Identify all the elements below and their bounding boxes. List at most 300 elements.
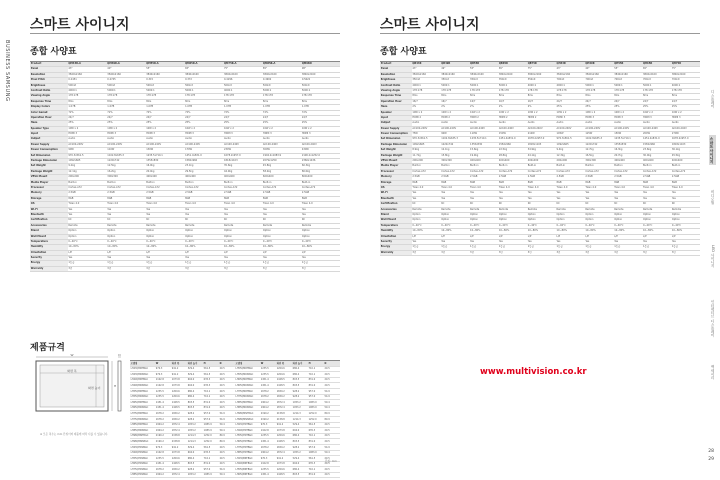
table-cell: 400x400 — [671, 159, 700, 164]
table-cell: 10W x 2 — [642, 110, 671, 115]
table-cell: 1등급 — [613, 245, 642, 250]
table-cell: 1428.5 — [171, 400, 187, 406]
table-cell: Yes — [440, 239, 469, 244]
table-cell: 2% — [527, 105, 556, 110]
table-cell: 3년 — [613, 250, 642, 255]
table-cell: Yes — [412, 196, 441, 201]
table-cell: AC100-240V — [642, 126, 671, 131]
table-cell: KC — [145, 218, 184, 223]
table-cell: 24/7 — [68, 115, 107, 120]
table-cell: 29.5 — [219, 461, 235, 467]
table-cell: Remote — [498, 207, 527, 212]
table-cell: 2% — [469, 105, 498, 110]
table-cell: 1083.9 — [308, 450, 324, 456]
table-cell: Yes — [642, 239, 671, 244]
table-cell: Option — [556, 212, 585, 217]
table-cell: 1073.8 — [171, 383, 187, 389]
nav-item[interactable] — [711, 365, 716, 379]
table-cell: 72% — [107, 110, 146, 115]
table-cell: Option — [68, 229, 107, 234]
table-cell: LH43QHRTBGC — [235, 422, 260, 428]
table-cell: AC100-240V — [184, 142, 223, 147]
table-cell: 529.4 — [292, 422, 308, 428]
page-number-right: 29 — [708, 457, 714, 462]
table-cell: 970.3 — [260, 422, 276, 428]
table-cell: 3년 — [498, 250, 527, 255]
table-cell: 8GB — [184, 196, 223, 201]
table-cell: KC — [440, 202, 469, 207]
table-cell: 178:178 — [301, 94, 340, 99]
table-cell: 0.5622 — [301, 78, 340, 83]
table-cell: 300x300 — [585, 159, 614, 164]
table-cell: Remote — [145, 223, 184, 228]
table-cell: 24/7 — [671, 99, 700, 104]
nav-item[interactable] — [711, 300, 716, 337]
table-cell: 55" — [613, 67, 642, 72]
table-cell: 2.5GB — [262, 191, 301, 196]
table-cell: Built-in — [613, 164, 642, 169]
table-cell: LH98QMNSBGC — [130, 439, 155, 445]
table-cell: 화면 폭 — [276, 361, 292, 367]
nav-item[interactable] — [711, 90, 716, 108]
table-cell: LH43QHRSBGC — [130, 444, 155, 450]
table-cell: AC100-240V — [145, 142, 184, 147]
table-cell: 2% — [412, 105, 441, 110]
row-label: Wi-Fi — [380, 191, 412, 196]
table-cell: 2.5GB — [556, 175, 585, 180]
table-cell: 1678.2x957.0 — [223, 153, 262, 158]
table-cell: LH75QMRTBGC — [235, 388, 260, 394]
table-cell: Cortex-A72 — [440, 169, 469, 174]
table-cell: AC100-240V — [498, 126, 527, 131]
table-cell: Yes — [527, 196, 556, 201]
table-cell: 970.3 — [155, 366, 171, 372]
table-cell: 1등급 — [184, 261, 223, 266]
table-cell: 29.5 — [219, 405, 235, 411]
table-cell: 45.8kg — [262, 164, 301, 169]
table-cell: 2190.2x1252.0 — [301, 153, 340, 158]
row-label: Energy — [30, 261, 68, 266]
table-cell: 55" — [145, 67, 184, 72]
table-cell: 89.9 — [219, 439, 235, 445]
row-label: Power Supply — [30, 142, 68, 147]
table-cell: 10~80% — [223, 245, 262, 250]
table-cell: LH75QHRTBGC — [235, 444, 260, 450]
table-cell: LH98QMNSBGC — [235, 416, 260, 422]
table-cell: 25% — [68, 121, 107, 126]
table-cell: 1235.5 — [260, 372, 276, 378]
table-cell: Remote — [440, 207, 469, 212]
table-cell: LH75QMRSBGC — [235, 394, 260, 400]
table-cell: 49" — [585, 67, 614, 72]
table-cell: 1904.2 — [260, 450, 276, 456]
table-cell: 500nit — [107, 83, 146, 88]
table-cell: 44.9kg — [223, 169, 262, 174]
table-cell: Yes — [440, 191, 469, 196]
table-cell: 34.9kg — [527, 148, 556, 153]
table-cell: 2190.2 — [155, 433, 171, 439]
table-cell: 3840x2160 — [184, 72, 223, 77]
row-label: Humidity — [30, 245, 68, 250]
nav-item[interactable] — [709, 135, 716, 165]
table-cell: 8GB — [671, 180, 700, 185]
table-cell: Yes — [498, 191, 527, 196]
table-cell: Built-in — [469, 164, 498, 169]
table-cell: 635.3 — [203, 377, 219, 383]
nav-item-label: LED 사이니지 — [711, 245, 715, 268]
row-label: Package Dimension — [30, 159, 68, 164]
table-cell: 1등급 — [440, 245, 469, 250]
table-cell: 3840x2160 — [671, 72, 700, 77]
table-cell: L/P — [585, 234, 614, 239]
table-cell: HDMI 3 — [68, 132, 107, 137]
table-cell: W — [155, 361, 171, 367]
table-cell: Remote — [642, 207, 671, 212]
table-cell: HDMI 2 — [440, 115, 469, 120]
dims-title: 제품규격 — [30, 343, 65, 353]
row-label: Power Consumption — [30, 148, 68, 153]
table-cell: 10~80% — [107, 245, 146, 250]
table-cell: 1678.2 — [155, 416, 171, 422]
table-cell: 1214.3 — [292, 411, 308, 417]
table-cell: 5000:1 — [107, 88, 146, 93]
row-label: Pixel Pitch — [30, 78, 68, 83]
table-cell: 10~80% — [498, 229, 527, 234]
table-cell: 0~40℃ — [184, 239, 223, 244]
row-label: Media Player — [380, 164, 412, 169]
table-cell: Built-in — [671, 164, 700, 169]
table-cell: 803.5 — [292, 383, 308, 389]
table-cell: Yes — [556, 239, 585, 244]
table-cell: Audio — [498, 121, 527, 126]
table-cell: 1678.2 — [260, 444, 276, 450]
row-label: Input — [30, 132, 68, 137]
table-cell: 400x400 — [613, 159, 642, 164]
table-cell: AC100-240V — [440, 126, 469, 131]
table-cell: 2158.8 — [171, 433, 187, 439]
table-cell: 1252.0 — [308, 416, 324, 422]
table-cell: 1102.8 — [155, 377, 171, 383]
row-label: Speaker Type — [30, 126, 68, 131]
table-cell: Built-in — [498, 164, 527, 169]
table-cell: 8GB — [68, 196, 107, 201]
table-cell: 1083.9 — [203, 422, 219, 428]
table-cell: Yes — [527, 239, 556, 244]
table-cell: Yes — [556, 196, 585, 201]
table-cell: 970.3 — [155, 372, 171, 378]
table-cell: QM55R-A — [145, 62, 184, 67]
table-cell: 5000:1 — [184, 88, 223, 93]
table-cell: 400x400 — [469, 159, 498, 164]
table-cell: 0.372 — [184, 78, 223, 83]
table-cell: 10W x 2 — [556, 110, 585, 115]
row-label: Brightness — [30, 83, 68, 88]
table-cell: 29.5 — [324, 372, 340, 378]
table-cell: 29.5 — [219, 372, 235, 378]
table-cell: 54.9 — [219, 467, 235, 473]
table-cell: 178:178 — [107, 94, 146, 99]
table-cell: 1451.4x831.0 — [642, 137, 671, 142]
table-cell: 1102.8x635.3 — [107, 153, 146, 158]
table-cell: 10~80% — [556, 229, 585, 234]
table-cell: 1451.4 — [155, 400, 171, 406]
row-label: Memory — [380, 175, 412, 180]
table-cell: 1451.4 — [155, 405, 171, 411]
nav-item[interactable] — [711, 190, 716, 204]
table-cell: 2158.8 — [171, 439, 187, 445]
table-cell: 970.3x561.5 — [68, 153, 107, 158]
table-cell: Tizen 4.0 — [469, 185, 498, 190]
table-cell: 8ms — [585, 94, 614, 99]
table-cell: 72% — [184, 110, 223, 115]
table-cell: 8ms — [556, 94, 585, 99]
table-cell: 1872.4 — [276, 450, 292, 456]
table-cell: 12.5kg — [107, 164, 146, 169]
table-cell: 500nit — [223, 83, 262, 88]
table-cell: 4000:1 — [671, 83, 700, 88]
table-cell: D — [324, 361, 340, 367]
table-cell: Audio — [469, 121, 498, 126]
table-cell: 29.5 — [324, 428, 340, 434]
table-cell: 178:178 — [613, 88, 642, 93]
table-cell: Cortex-A72 — [527, 169, 556, 174]
table-cell: 831.0 — [308, 472, 324, 478]
table-cell: Remote — [412, 207, 441, 212]
table-cell: 1235.5x710.1 — [613, 137, 642, 142]
table-cell: 0~40℃ — [440, 223, 469, 228]
section-title: 종합 사양표 — [30, 47, 77, 57]
table-cell: 529.4 — [187, 372, 203, 378]
table-cell: 2% — [440, 105, 469, 110]
table-cell: HDMI 3 — [262, 132, 301, 137]
table-cell: 0~40℃ — [556, 223, 585, 228]
table-cell: LH49QMRSBGC — [130, 383, 155, 389]
table-cell: LH98QMNTBGC — [235, 411, 260, 417]
table-cell: Option — [262, 234, 301, 239]
table-cell: 22.5kg — [498, 148, 527, 153]
table-cell: 178:178 — [642, 88, 671, 93]
table-cell: Yes — [68, 256, 107, 261]
row-label: Bluetooth — [30, 212, 68, 217]
table-cell: 8ms — [613, 94, 642, 99]
table-cell: QM49R-A — [107, 62, 146, 67]
table-cell: 3년 — [556, 250, 585, 255]
table-cell: QM98N — [301, 62, 340, 67]
nav-item[interactable] — [711, 245, 716, 268]
table-cell: Audio — [223, 137, 262, 142]
table-cell: 3년 — [184, 266, 223, 271]
table-cell: HDMI 3 — [145, 132, 184, 137]
table-cell: 941.2 — [276, 456, 292, 462]
table-cell: Yes — [469, 191, 498, 196]
table-cell: 3840x2160 — [262, 72, 301, 77]
table-cell: 2.5GB — [671, 175, 700, 180]
table-cell: 680.4 — [292, 372, 308, 378]
table-cell: LH65QMRTBGC — [235, 377, 260, 383]
table-cell: Audio — [412, 121, 441, 126]
table-cell: 710.1 — [308, 433, 324, 439]
table-cell: 8GB — [498, 180, 527, 185]
table-cell: Built-in — [527, 164, 556, 169]
table-cell: 1872.4 — [276, 405, 292, 411]
spec-table-right — [380, 61, 700, 256]
website-url[interactable]: www.multivision.co.kr — [480, 367, 587, 377]
table-cell: Cortex-A72 — [642, 169, 671, 174]
row-label: Haze — [30, 121, 68, 126]
table-cell: 10W x 2 — [585, 110, 614, 115]
table-cell: 300x300 — [107, 175, 146, 180]
table-cell: 1.07B — [107, 105, 146, 110]
table-cell: 1073.8 — [171, 450, 187, 456]
table-cell: 2.5GB — [412, 175, 441, 180]
table-cell: 1등급 — [556, 245, 585, 250]
table-cell: Tizen 4.0 — [498, 185, 527, 190]
table-cell: 400x400 — [223, 175, 262, 180]
table-cell: Audio — [107, 137, 146, 142]
table-cell: 1355x830 — [145, 159, 184, 164]
table-cell: Yes — [184, 207, 223, 212]
table-cell: D — [219, 361, 235, 367]
table-cell: Built-in — [585, 164, 614, 169]
table-cell: 1904.2 — [155, 422, 171, 428]
table-cell: 928.2 — [292, 388, 308, 394]
table-cell: 2.5GB — [68, 191, 107, 196]
table-cell: 1053.2 — [187, 422, 203, 428]
table-cell: 700nit — [585, 78, 614, 83]
table-cell: Audio — [556, 121, 585, 126]
table-cell: Cortex-A72 — [68, 185, 107, 190]
row-label: Security — [380, 239, 412, 244]
table-cell: 1053.2 — [292, 400, 308, 406]
row-label: Resolution — [30, 72, 68, 77]
table-cell: 970.3 — [155, 444, 171, 450]
table-cell: 8ms — [440, 94, 469, 99]
table-cell: Tizen 4.0 — [145, 202, 184, 207]
table-cell: 1209.6 — [276, 366, 292, 372]
table-cell: Yes — [671, 239, 700, 244]
table-cell: 12.1kg — [68, 169, 107, 174]
table-cell: 2.5GB — [613, 175, 642, 180]
table-cell: 44.1kg — [527, 153, 556, 158]
table-cell: LH43QMRTBGC — [130, 366, 155, 372]
table-cell: Yes — [262, 207, 301, 212]
row-label: Accessories — [380, 207, 412, 212]
table-cell: 604.0 — [292, 428, 308, 434]
table-cell: 831.0 — [203, 461, 219, 467]
table-cell: 1102.8 — [260, 461, 276, 467]
table-cell: 700nit — [671, 78, 700, 83]
table-cell: 16/7 — [412, 99, 441, 104]
table-cell: 1678.2 — [260, 394, 276, 400]
table-cell: 24/7 — [184, 115, 223, 120]
table-cell: 831.0 — [308, 439, 324, 445]
row-label: Package Weight — [30, 169, 68, 174]
table-cell: Yes — [68, 207, 107, 212]
table-cell: 1582x960 — [642, 142, 671, 147]
table-cell: Audio — [642, 121, 671, 126]
table-cell: L/P — [469, 234, 498, 239]
table-cell: Option — [412, 212, 441, 217]
table-cell: 4000:1 — [412, 83, 441, 88]
table-cell: Cortex-A72 — [556, 169, 585, 174]
table-cell: 831.0 — [203, 400, 219, 406]
table-cell: 0~40℃ — [527, 223, 556, 228]
table-cell: 3년 — [107, 266, 146, 271]
table-cell: 635.3 — [203, 450, 219, 456]
table-cell: Option — [585, 212, 614, 217]
table-cell: Yes — [145, 212, 184, 217]
table-cell: HDMI 2 — [498, 115, 527, 120]
table-cell: Tizen 4.0 — [262, 202, 301, 207]
table-cell: Audio — [145, 137, 184, 142]
table-cell: HDMI 3 — [585, 115, 614, 120]
table-cell: Yes — [671, 191, 700, 196]
table-cell: QB43R — [412, 62, 441, 67]
table-cell: 59.4 — [219, 422, 235, 428]
table-cell: 1904.2 — [260, 400, 276, 406]
table-cell: 700nit — [642, 78, 671, 83]
table-cell: 105W — [556, 132, 585, 137]
table-cell: 5000:1 — [145, 88, 184, 93]
table-cell: Built-in — [440, 164, 469, 169]
table-cell: LH85QMRTBGC — [235, 400, 260, 406]
table-cell: 10~80% — [585, 229, 614, 234]
table-cell: L/P — [412, 234, 441, 239]
table-cell: 16/7 — [469, 99, 498, 104]
table-cell: 1220x742 — [107, 159, 146, 164]
table-cell: 0~40℃ — [107, 239, 146, 244]
table-cell: Tizen 4.0 — [613, 185, 642, 190]
side-nav — [708, 60, 716, 420]
title-rule — [30, 33, 340, 34]
table-cell: 모델명 — [235, 361, 260, 367]
table-cell: 1872.4 — [171, 472, 187, 478]
table-cell: Option — [498, 212, 527, 217]
table-cell: 1등급 — [68, 261, 107, 266]
table-cell: 10~80% — [145, 245, 184, 250]
table-cell: 25% — [671, 105, 700, 110]
row-label: Product — [380, 62, 412, 67]
row-label: Output — [380, 121, 412, 126]
table-cell: H — [308, 361, 324, 367]
table-cell: QM85R-A — [262, 62, 301, 67]
table-cell: Yes — [145, 256, 184, 261]
table-cell: 3년 — [671, 250, 700, 255]
table-cell: 1209.6 — [276, 433, 292, 439]
table-cell: 24/7 — [107, 115, 146, 120]
row-label: VESA Mount — [380, 159, 412, 164]
table-cell: 9.4kg — [556, 148, 585, 153]
table-cell: 1650.2 — [171, 467, 187, 473]
table-cell: 29.5 — [324, 456, 340, 462]
table-cell: 10~80% — [440, 229, 469, 234]
table-cell: 0~40℃ — [223, 239, 262, 244]
table-cell: 8ms — [498, 94, 527, 99]
table-cell: 2079x1259 — [262, 159, 301, 164]
table-cell: 831.0 — [203, 405, 219, 411]
table-cell: 803.5 — [292, 439, 308, 445]
row-label: Contrast Ratio — [380, 83, 412, 88]
table-cell: 3년 — [145, 266, 184, 271]
table-cell: 529.4 — [187, 366, 203, 372]
table-cell: 700nit — [556, 78, 585, 83]
table-cell: 1235.5x710.1 — [145, 153, 184, 158]
table-cell: L/P — [184, 250, 223, 255]
row-label: Viewing Angle — [380, 88, 412, 93]
table-cell: 1053.2 — [187, 428, 203, 434]
table-cell: 210W — [527, 132, 556, 137]
table-cell: 16/7 — [498, 99, 527, 104]
